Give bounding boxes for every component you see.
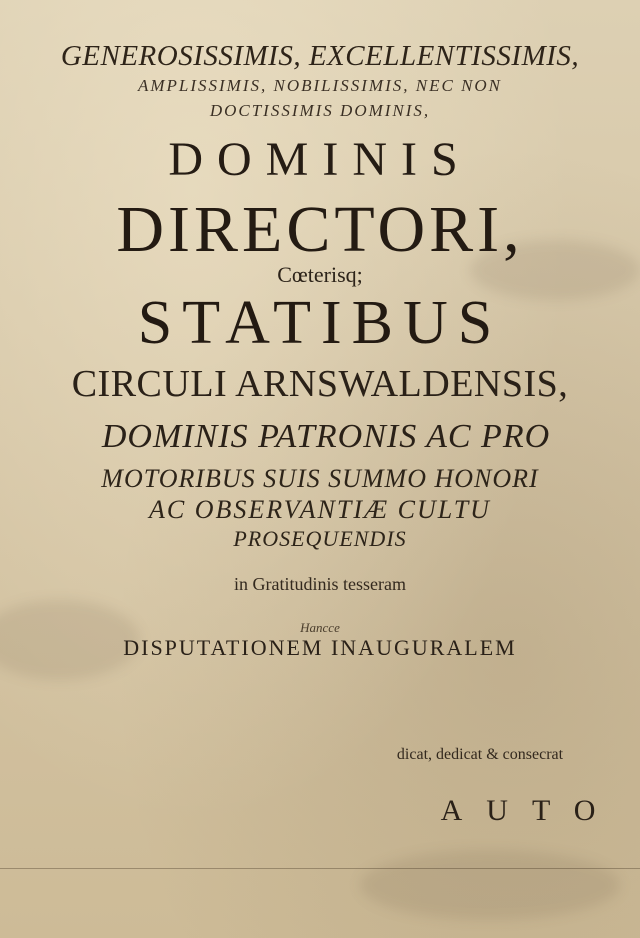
dedication-line-5: DIRECTORI, xyxy=(116,193,524,266)
dedication-line-10: MOTORIBUS SUIS SUMMO HONORI xyxy=(101,464,539,493)
dedication-line-1: GENEROSISSIMIS, EXCELLENTISSIMIS, xyxy=(60,40,580,72)
dedication-line-2: AMPLISSIMIS, NOBILISSIMIS, NEC NON xyxy=(137,76,503,95)
paper-stain xyxy=(360,850,620,920)
dedication-line-13: in Gratitudinis tesseram xyxy=(234,574,406,594)
dedication-line-4: DOMINIS xyxy=(168,133,472,186)
bottom-rule xyxy=(0,868,640,869)
dedication-line-3: DOCTISSIMIS DOMINIS, xyxy=(209,101,431,120)
dedication-line-14: Hancce xyxy=(300,620,340,635)
dedication-line-17: AUTO xyxy=(440,794,620,827)
dedication-line-11: AC OBSERVANTIÆ CULTU xyxy=(149,495,491,524)
dedication-line-12: PROSEQUENDIS xyxy=(233,526,407,551)
dedication-line-8: CIRCULI ARNSWALDENSIS, xyxy=(71,363,569,405)
dedication-line-16: dicat, dedicat & consecrat xyxy=(396,746,564,763)
dedication-line-6: Cœterisq; xyxy=(277,262,363,287)
dedication-line-9: DOMINIS PATRONIS AC PRO xyxy=(101,418,551,455)
dedication-line-7: STATIBUS xyxy=(137,289,503,357)
dedication-line-15: DISPUTATIONEM INAUGURALEM xyxy=(123,635,517,660)
